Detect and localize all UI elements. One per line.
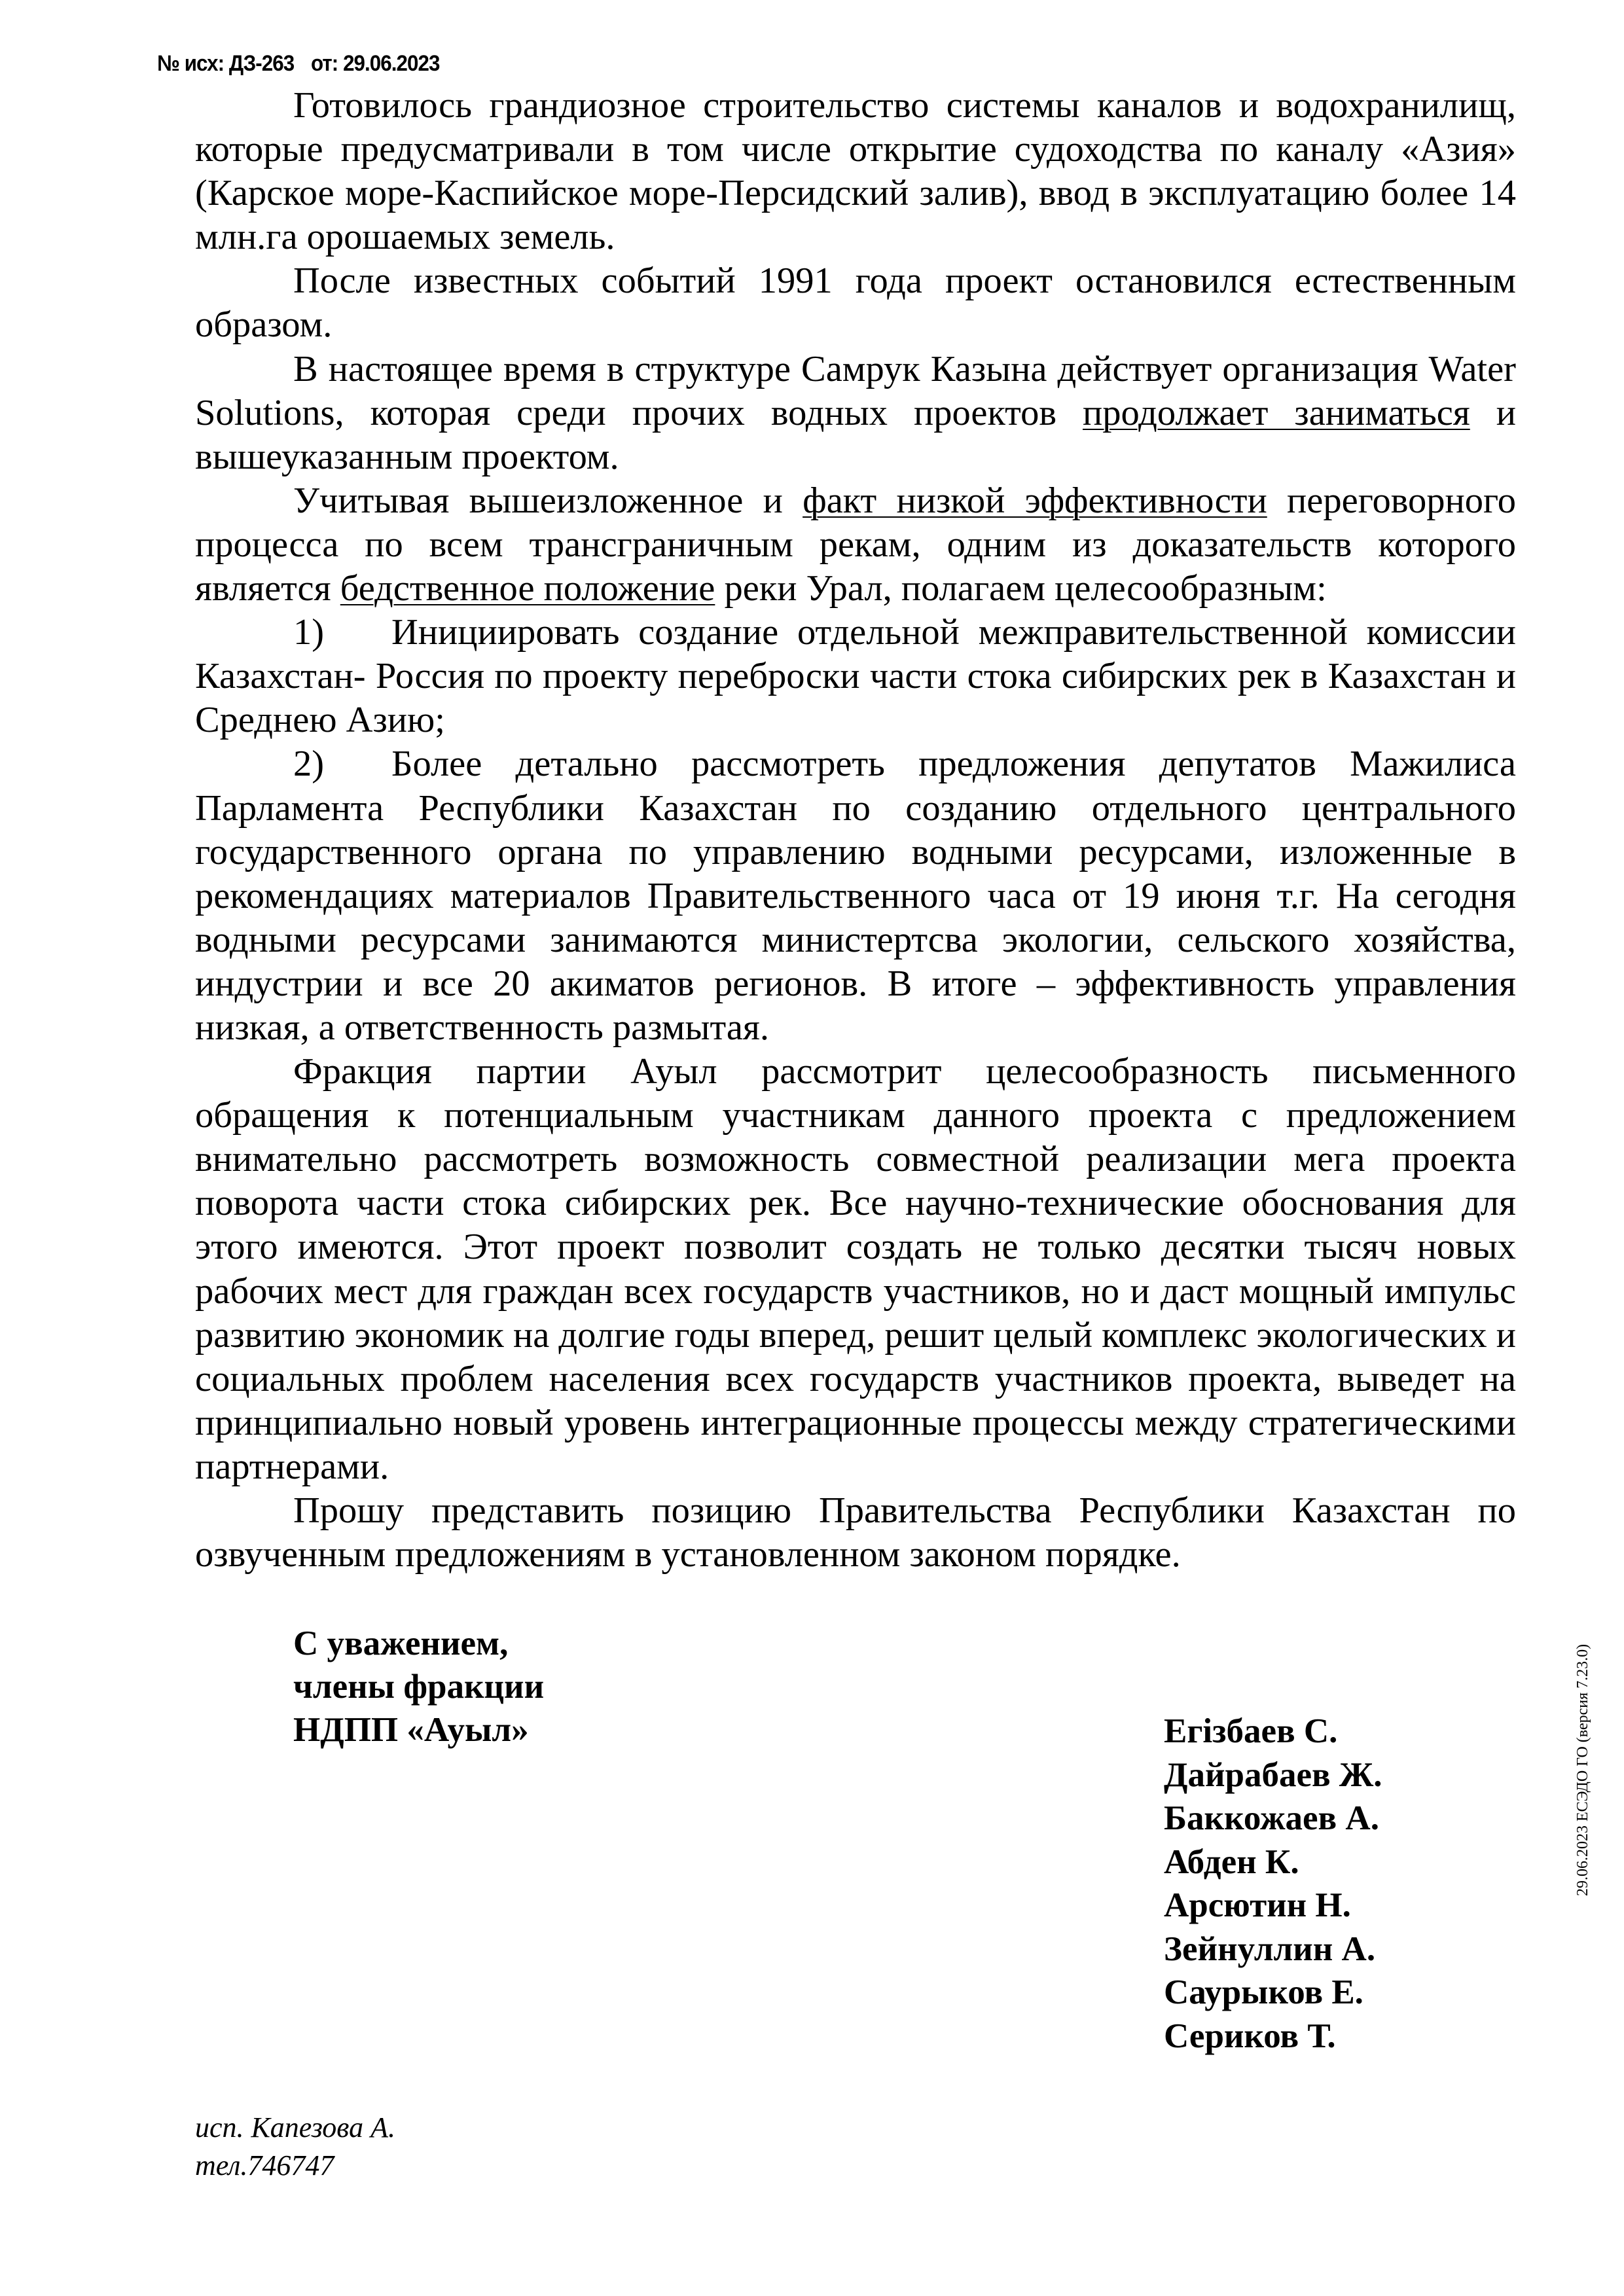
signatory-name: Саурыков Е. xyxy=(1164,1973,1363,2011)
paragraph-canal-construction: Готовилось грандиозное строительство системы каналов и водохранилищ, которые предусматривали в том числе открытие судоходства по каналу «Азия» (Карское море-Каспийское море-Персидский залив), ввод в эксплуатацию более 14 млн.га орошаемых земель. xyxy=(195,85,1516,258)
signatory-name: Сериков Т. xyxy=(1164,2017,1336,2055)
paragraph-water-solutions: В настоящее время в структуре Самрук Казына действует организация Water Solutions, которая среди прочих водных проектов продолжает заниматься и вышеуказанным проектом. xyxy=(195,348,1516,477)
executor-phone: тел.746747 xyxy=(195,2149,334,2181)
outgoing-registration-number xyxy=(157,51,439,77)
number-label: № исх: xyxy=(157,51,225,76)
signatory-name: Арсютин Н. xyxy=(1164,1886,1351,1924)
executor-name: исп. Капезова А. xyxy=(195,2111,395,2144)
item-number: 2) xyxy=(293,744,325,785)
paragraph-project-stopped: После известных событий 1991 года проект остановился естественным образом. xyxy=(195,260,1516,346)
signatory-name: Дайрабаев Ж. xyxy=(1164,1755,1382,1794)
closing-line: члены фракции xyxy=(293,1668,545,1706)
paragraph-request: Прошу представить позицию Правительства Республики Казахстан по озвученным предложениям в установленном законом порядке. xyxy=(195,1490,1516,1575)
signatory-name: Баккожаев А. xyxy=(1164,1799,1379,1837)
proposal-item-2 xyxy=(195,742,1516,1050)
paragraph-considering: Учитывая вышеизложенное и факт низкой эффективности переговорного процесса по всем трансграничным рекам, одним из доказательств которого является бедственное положение реки Урал, полагаем целесообразным: xyxy=(195,480,1516,609)
item-number: 1) xyxy=(293,612,325,653)
underlined-phrase: продолжает заниматься xyxy=(1083,392,1470,433)
closing-line: С уважением, xyxy=(293,1624,509,1662)
signatories-list xyxy=(1164,1710,1382,2058)
closing-line: НДПП «Ауыл» xyxy=(293,1711,529,1749)
paragraph-faction-initiative: Фракция партии Ауыл рассмотрит целесообразность письменного обращения к потенциальным участникам данного проекта с предложением внимательно рассмотреть возможность совместной реализации мега проекта поворота части стока сибирских рек. Все научно-технические обоснования для этого имеются. Этот проект позволит создать не только десятки тысяч новых рабочих мест для граждан всех государств участников, но и даст мощный импульс развитию экономик на долгие годы вперед, решит целый комплекс экологических и социальных проблем населения всех государств участников проекта, выведет на принципиально новый уровень интеграционные процессы между стратегическими партнерами. xyxy=(195,1051,1516,1487)
executor-info xyxy=(195,2109,395,2185)
proposal-item-1 xyxy=(195,611,1516,742)
underlined-phrase: факт низкой эффективности xyxy=(803,480,1267,521)
date-label: от: xyxy=(310,51,338,76)
underlined-phrase: бедственное положение xyxy=(340,568,715,609)
signatory-name: Абден К. xyxy=(1164,1842,1299,1881)
date-value: 29.06.2023 xyxy=(343,51,440,76)
number-value: ДЗ-263 xyxy=(228,51,295,76)
signatory-name: Зейнуллин А. xyxy=(1164,1929,1376,1968)
closing-block xyxy=(293,1622,544,1751)
letter-body xyxy=(195,84,1516,1577)
item-text: Более детально рассмотреть предложения депутатов Мажилиса Парламента Республики Казахстан по созданию отдельного центрального государственного органа по управлению водными ресурсами, изложенные в рекомендациях материалов Правительственного часа от 19 июня т.г. На сегодня водными ресурсами занимаются министертсва экологии, сельского хозяйства, индустрии и все 20 акиматов регионов. В итоге – эффективность управления низкая, а ответственность размытая. xyxy=(195,744,1516,1048)
edms-side-stamp: 29.06.2023 ЕСЭДО ГО (версия 7.23.0) xyxy=(1574,1643,1591,1896)
item-text: Инициировать создание отдельной межправительственной комиссии Казахстан- Россия по проекту переброски части стока сибирских рек в Казахстан и Среднею Азию; xyxy=(195,612,1516,741)
signatory-name: Егізбаев С. xyxy=(1164,1712,1338,1750)
